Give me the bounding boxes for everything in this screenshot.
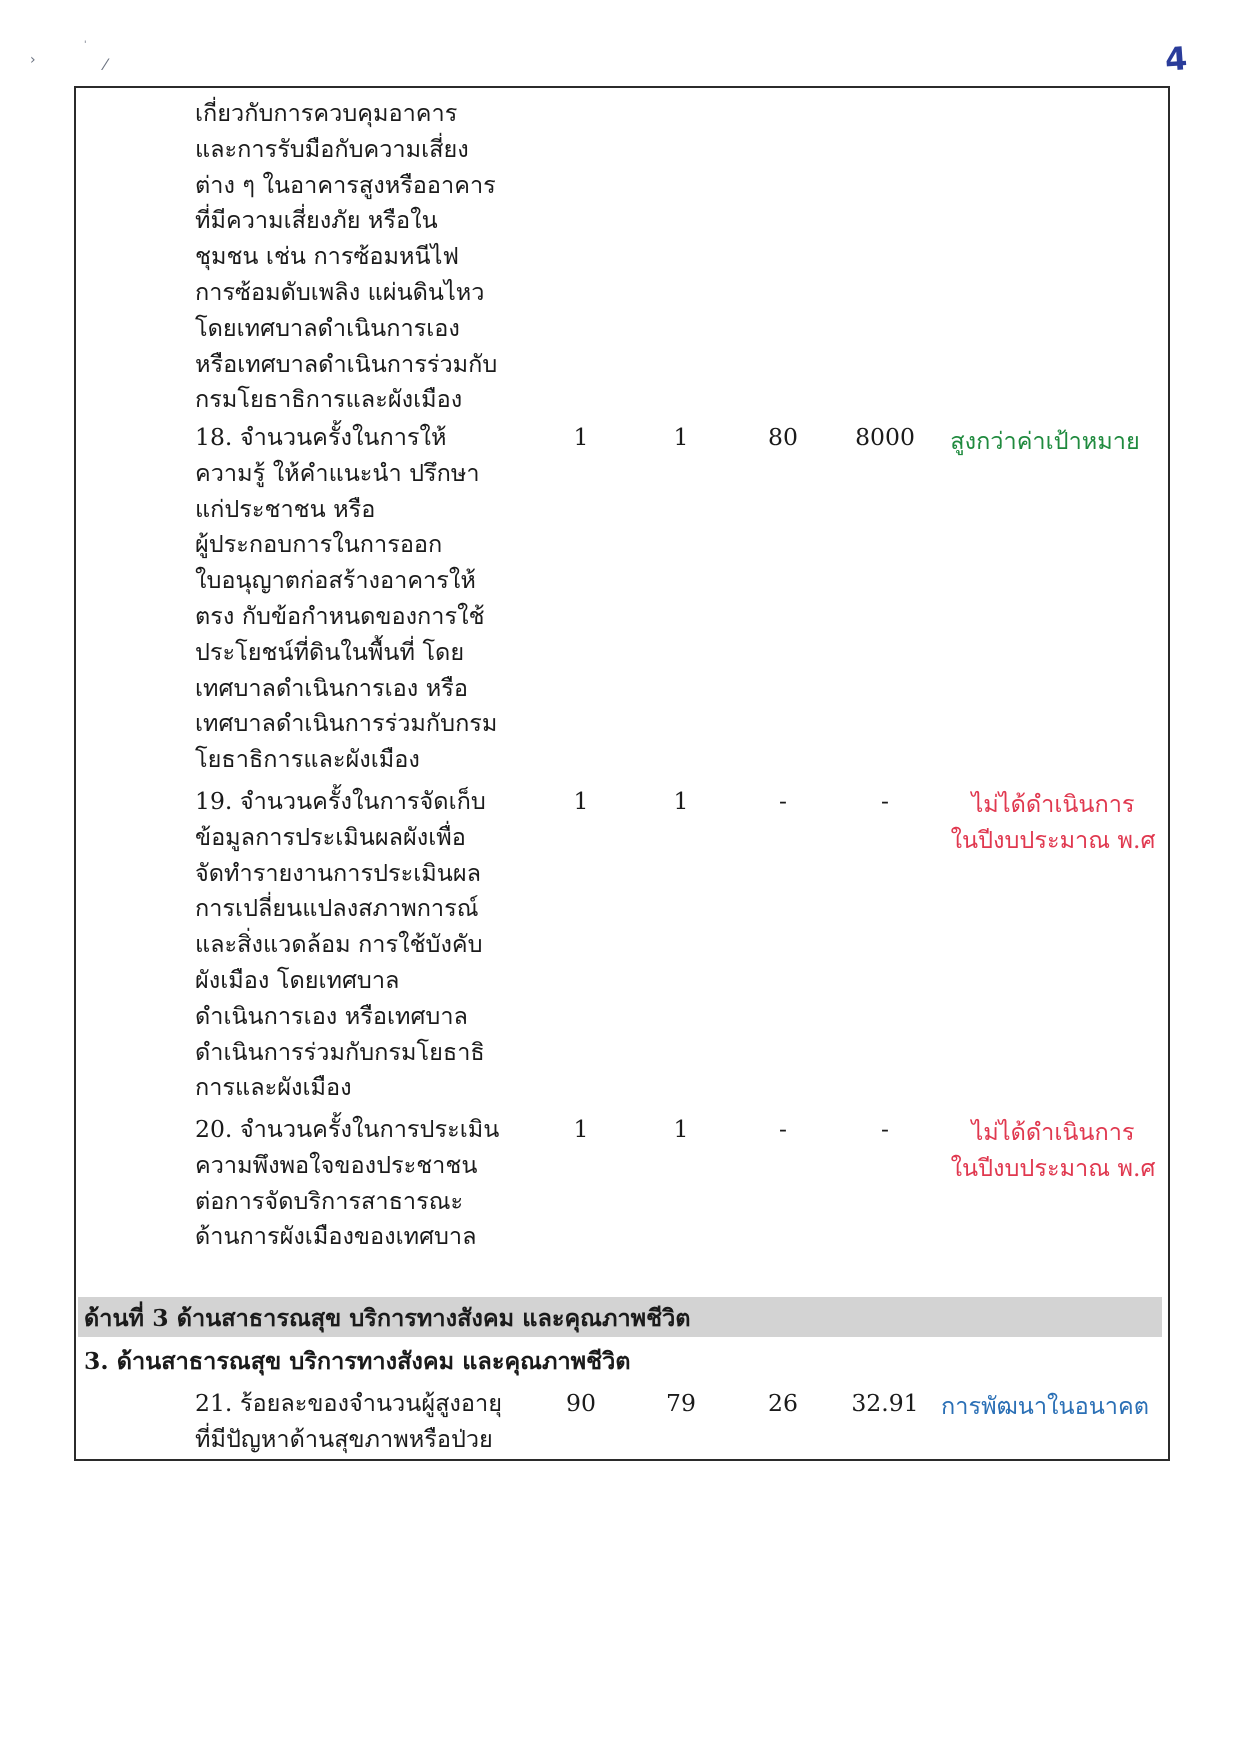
text-line: ประโยชน์ที่ดินในพื้นที่ โดย [195, 637, 465, 666]
item-description [195, 1386, 502, 1458]
item-description [195, 784, 486, 1106]
text-line: ความพึงพอใจของประชาชน [195, 1150, 478, 1179]
text-line: 19. จำนวนครั้งในการจัดเก็บ [195, 787, 486, 815]
text-line: แก่ประชาชน หรือ [195, 494, 376, 523]
result-status [925, 1388, 1165, 1424]
status-line: ไม่ได้ดำเนินการ [971, 1118, 1135, 1146]
text-line: ต่อการจัดบริการสาธารณะ [195, 1186, 464, 1215]
text-line: 21. ร้อยละของจำนวนผู้สูงอายุ [195, 1389, 502, 1417]
achievement-value: 32.91 [851, 1389, 919, 1417]
result-status [933, 786, 1173, 858]
scan-mark: ' [84, 40, 87, 50]
scan-mark: › [30, 52, 36, 68]
scan-mark: ⁄ [104, 55, 107, 74]
text-line: ใบอนุญาตก่อสร้างอาคารให้ [195, 566, 476, 595]
result-percent: - [779, 1115, 787, 1143]
text-line: เทศบาลดำเนินการเอง หรือ [195, 673, 468, 702]
text-line: เกี่ยวกับการควบคุมอาคาร [195, 99, 458, 127]
planned-value: 79 [666, 1389, 696, 1417]
result-percent: 26 [768, 1389, 798, 1417]
continued-item-description [195, 96, 497, 418]
status-line: ในปีงบประมาณ พ.ศ [950, 1154, 1156, 1182]
status-line: ในปีงบประมาณ พ.ศ [950, 826, 1156, 854]
text-line: โยธาธิการและผังเมือง [195, 745, 420, 774]
result-status [933, 1114, 1173, 1186]
section-subtitle: 3. ด้านสาธารณสุข บริการทางสังคม และคุณภาพชีวิต [84, 1347, 631, 1375]
text-line: ข้อมูลการประเมินผลผังเพื่อ [195, 822, 466, 851]
text-line: ที่มีปัญหาด้านสุขภาพหรือป่วย [195, 1424, 493, 1453]
planned-value: 1 [673, 1115, 689, 1143]
text-line: ตรง กับข้อกำหนดของการใช้ [195, 601, 485, 630]
item-description [195, 420, 497, 778]
text-line: การและผังเมือง [195, 1073, 352, 1102]
achievement-value: - [881, 1115, 889, 1143]
text-line: ผู้ประกอบการในการออก [195, 530, 443, 559]
text-line: และสิ่งแวดล้อม การใช้บังคับ [195, 930, 483, 959]
text-line: 18. จำนวนครั้งในการให้ [195, 423, 447, 451]
target-value: 1 [573, 787, 589, 815]
status-line: สูงกว่าค่าเป้าหมาย [950, 427, 1140, 455]
target-value: 1 [573, 1115, 589, 1143]
item-description [195, 1112, 499, 1255]
text-line: จัดทำรายงานการประเมินผล [195, 858, 482, 887]
text-line: โดยเทศบาลดำเนินการเอง [195, 313, 460, 342]
target-value: 90 [566, 1389, 596, 1417]
text-line: ดำเนินการเอง หรือเทศบาล [195, 1001, 468, 1030]
target-value: 1 [573, 423, 589, 451]
status-line: ไม่ได้ดำเนินการ [971, 790, 1135, 818]
result-percent: - [779, 787, 787, 815]
text-line: ต่าง ๆ ในอาคารสูงหรืออาคาร [195, 170, 496, 199]
result-percent: 80 [768, 423, 798, 451]
text-line: 20. จำนวนครั้งในการประเมิน [195, 1115, 500, 1143]
text-line: ผังเมือง โดยเทศบาล [195, 965, 400, 994]
text-line: หรือเทศบาลดำเนินการร่วมกับ [195, 349, 498, 378]
text-line: กรมโยธาธิการและผังเมือง [195, 385, 463, 414]
planned-value: 1 [673, 787, 689, 815]
section-title: ด้านที่ 3 ด้านสาธารณสุข บริการทางสังคม และคุณภาพชีวิต [84, 1304, 691, 1332]
text-line: ด้านการผังเมืองของเทศบาล [195, 1222, 477, 1251]
status-line: การพัฒนาในอนาคต [941, 1392, 1149, 1420]
text-line: ชุมชน เช่น การซ้อมหนีไฟ [195, 242, 460, 271]
achievement-value: - [881, 787, 889, 815]
text-line: ที่มีความเสี่ยงภัย หรือใน [195, 206, 438, 235]
text-line: ความรู้ ให้คำแนะนำ ปรึกษา [195, 458, 480, 487]
achievement-value: 8000 [855, 423, 915, 451]
page-number: 4 [1163, 39, 1189, 79]
result-status [925, 423, 1165, 459]
planned-value: 1 [673, 423, 689, 451]
text-line: เทศบาลดำเนินการร่วมกับกรม [195, 709, 498, 738]
text-line: และการรับมือกับความเสี่ยง [195, 134, 469, 163]
text-line: การซ้อมดับเพลิง แผ่นดินไหว [195, 277, 485, 306]
text-line: ดำเนินการร่วมกับกรมโยธาธิ [195, 1037, 485, 1066]
text-line: การเปลี่ยนแปลงสภาพการณ์ [195, 894, 479, 923]
